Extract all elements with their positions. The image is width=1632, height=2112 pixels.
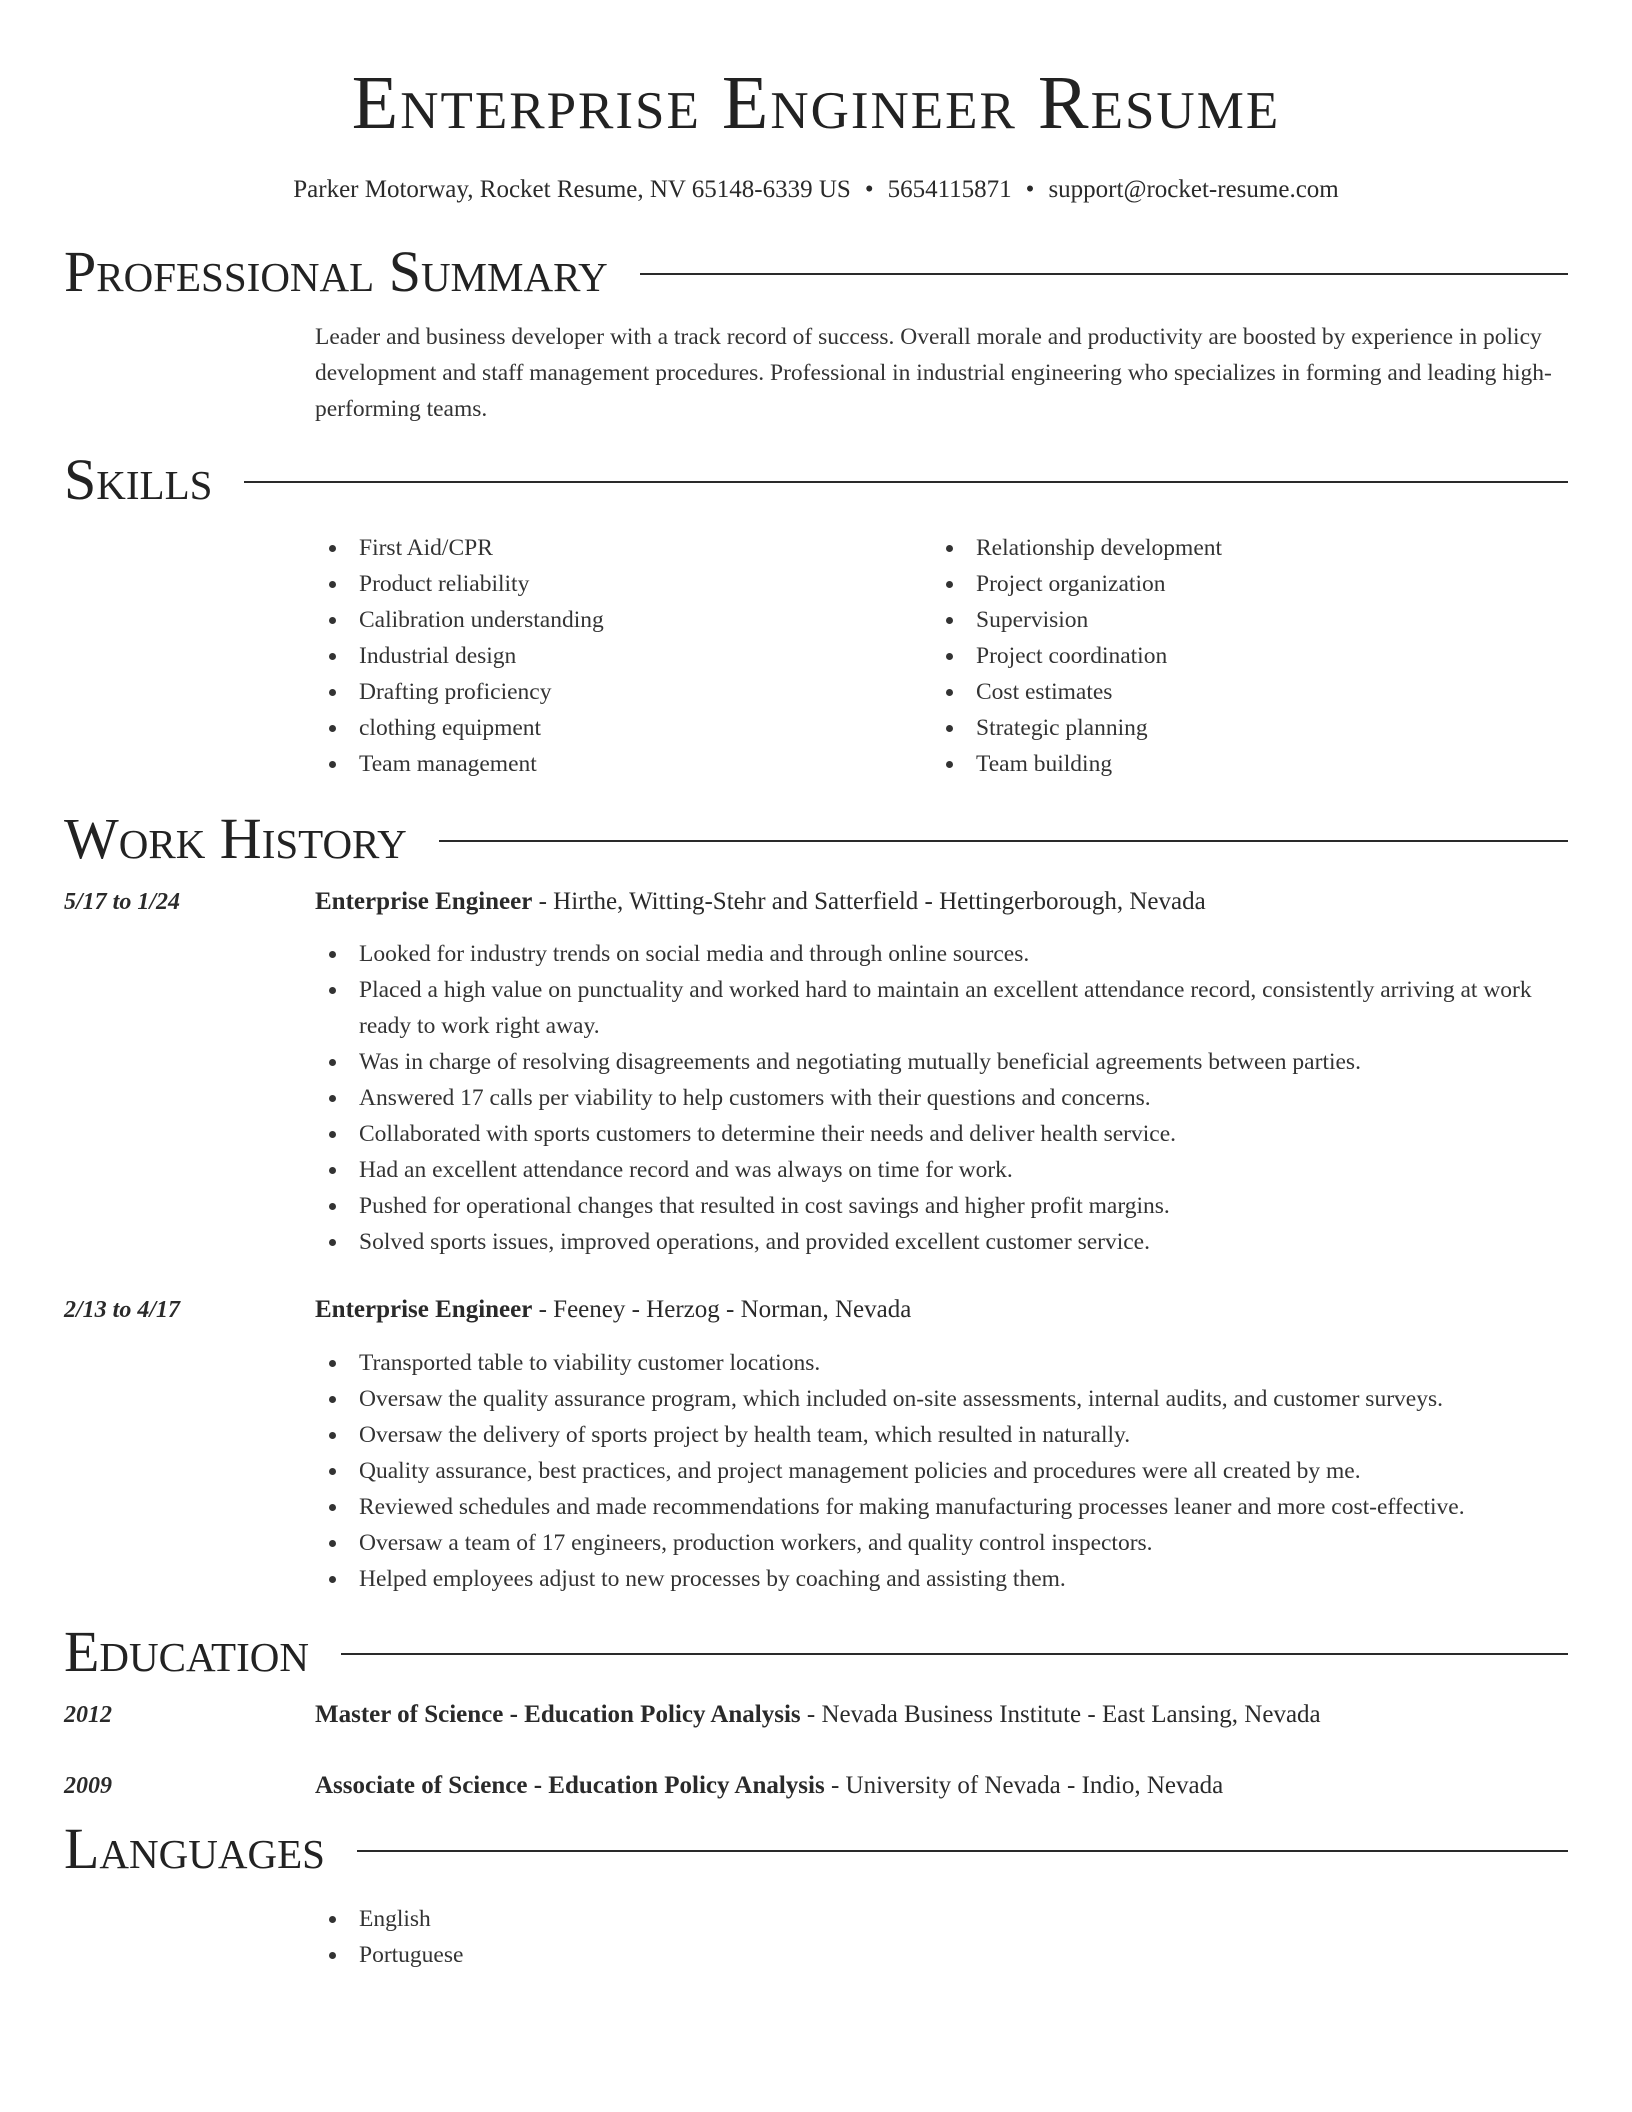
- job-bullet-text: Collaborated with sports customers to determine their needs and deliver health service.: [359, 1120, 1177, 1147]
- language-item-text: Portuguese: [359, 1941, 464, 1968]
- skill-item: [932, 530, 1549, 566]
- skill-item-text: Relationship development: [976, 534, 1223, 561]
- bullet-icon: [329, 725, 336, 732]
- bullet-icon: [329, 1203, 336, 1210]
- bullet-icon: [329, 689, 336, 696]
- bullet-icon: [329, 653, 336, 660]
- job-bullet-text: Oversaw a team of 17 engineers, production workers, and quality control inspectors.: [359, 1529, 1153, 1556]
- job-bullets: [315, 1345, 1568, 1597]
- work-section-header: [64, 805, 1568, 871]
- job-bullet: [315, 1188, 1568, 1224]
- bullet-icon: [329, 1916, 336, 1923]
- job-bullet-text: Oversaw the quality assurance program, which included on-site assessments, internal audits, and customer surveys.: [359, 1385, 1443, 1412]
- contact-address: Parker Motorway, Rocket Resume, NV 65148-6339 US: [293, 175, 851, 203]
- skill-item: [315, 566, 932, 602]
- skill-item: [932, 602, 1549, 638]
- section-divider: [357, 1850, 1568, 1852]
- job-details: [315, 1292, 1568, 1597]
- education-details: [315, 1697, 1568, 1733]
- contact-separator: •: [1025, 175, 1035, 203]
- language-item: [315, 1937, 1568, 1973]
- skill-item-text: Supervision: [976, 606, 1089, 633]
- job-bullet-text: Solved sports issues, improved operations, and provided excellent customer service.: [359, 1228, 1150, 1255]
- job-bullet: [315, 1417, 1568, 1453]
- job-bullets: [315, 936, 1568, 1260]
- job-employer: - Feeney - Herzog - Norman, Nevada: [532, 1295, 912, 1323]
- skills-section-header: [64, 446, 1568, 512]
- skills-list-left: [315, 530, 932, 782]
- skill-item: [932, 746, 1549, 782]
- skill-item: [932, 566, 1549, 602]
- skill-item: [315, 602, 932, 638]
- job-bullet: [315, 1152, 1568, 1188]
- document-title: Enterprise Engineer Resume: [351, 61, 1281, 145]
- job-bullet: [315, 1345, 1568, 1381]
- contact-email: support@rocket-resume.com: [1048, 175, 1339, 203]
- skill-item: [315, 530, 932, 566]
- skills-list-right: [932, 530, 1549, 782]
- education-degree: Master of Science - Education Policy Analysis: [315, 1700, 801, 1728]
- languages-block: [315, 1901, 1568, 1973]
- skills-heading: Skills: [64, 446, 213, 512]
- job-bullet: [315, 1561, 1568, 1597]
- job-bullet: [315, 936, 1568, 972]
- section-divider: [244, 481, 1568, 483]
- languages-section-header: [64, 1815, 1568, 1881]
- section-divider: [341, 1653, 1568, 1655]
- contact-phone: 5654115871: [887, 175, 1012, 203]
- summary-body: [315, 319, 1568, 427]
- skill-item-text: Team building: [976, 750, 1113, 777]
- education-year: 2012: [64, 1701, 112, 1728]
- job-bullet: [315, 1080, 1568, 1116]
- contact-line: [64, 176, 1568, 204]
- bullet-icon: [329, 1396, 336, 1403]
- skill-item-text: Industrial design: [359, 642, 517, 669]
- skills-grid: [315, 530, 1568, 782]
- bullet-icon: [946, 653, 953, 660]
- skill-item-text: Team management: [359, 750, 537, 777]
- job-employer: - Hirthe, Witting-Stehr and Satterfield - Hettingerborough, Nevada: [532, 887, 1206, 915]
- section-divider: [439, 840, 1568, 842]
- job-bullet: [315, 1489, 1568, 1525]
- contact-separator: •: [864, 175, 874, 203]
- education-entry: [64, 1768, 1568, 1804]
- education-section-header: [64, 1618, 1568, 1684]
- job-bullet-text: Looked for industry trends on social media and through online sources.: [359, 940, 1030, 967]
- job-bullet-text: Was in charge of resolving disagreements and negotiating mutually beneficial agreements between parties.: [359, 1048, 1361, 1075]
- skill-item: [315, 746, 932, 782]
- job-bullet: [315, 1116, 1568, 1152]
- job-entry: [64, 884, 1568, 1260]
- education-school: - Nevada Business Institute - East Lansing, Nevada: [800, 1700, 1321, 1728]
- bullet-icon: [329, 1504, 336, 1511]
- skill-item-text: Calibration understanding: [359, 606, 604, 633]
- bullet-icon: [329, 1239, 336, 1246]
- job-bullet-text: Helped employees adjust to new processes by coaching and assisting them.: [359, 1565, 1066, 1592]
- job-entry: [64, 1292, 1568, 1597]
- job-bullet: [315, 1224, 1568, 1260]
- education-year: 2009: [64, 1772, 112, 1799]
- bullet-icon: [946, 689, 953, 696]
- job-title: Enterprise Engineer: [315, 1295, 533, 1323]
- language-item-text: English: [359, 1905, 431, 1932]
- skill-item: [315, 674, 932, 710]
- skill-item-text: Drafting proficiency: [359, 678, 552, 705]
- bullet-icon: [946, 725, 953, 732]
- bullet-icon: [329, 1432, 336, 1439]
- job-bullet: [315, 1525, 1568, 1561]
- education-school: - University of Nevada - Indio, Nevada: [824, 1771, 1224, 1799]
- education-details: [315, 1768, 1568, 1804]
- summary-heading: Professional Summary: [64, 238, 608, 304]
- bullet-icon: [946, 617, 953, 624]
- education-degree: Associate of Science - Education Policy Analysis: [315, 1771, 825, 1799]
- job-title: Enterprise Engineer: [315, 887, 533, 915]
- job-dates: 5/17 to 1/24: [64, 888, 181, 915]
- job-heading: [315, 1292, 1568, 1328]
- job-bullet-text: Placed a high value on punctuality and worked hard to maintain an excellent attendance record, consistently arriving at work ready to work right away.: [359, 976, 1532, 1039]
- job-bullet-text: Pushed for operational changes that resulted in cost savings and higher profit margins.: [359, 1192, 1170, 1219]
- bullet-icon: [329, 1576, 336, 1583]
- skill-item: [932, 674, 1549, 710]
- job-heading: [315, 884, 1568, 920]
- job-bullet-text: Quality assurance, best practices, and project management policies and procedures were all created by me.: [359, 1457, 1361, 1484]
- education-entry: [64, 1697, 1568, 1733]
- bullet-icon: [946, 761, 953, 768]
- job-bullet: [315, 1381, 1568, 1417]
- language-item: [315, 1901, 1568, 1937]
- skill-item-text: Project organization: [976, 570, 1166, 597]
- bullet-icon: [329, 1468, 336, 1475]
- bullet-icon: [329, 545, 336, 552]
- skill-item-text: Strategic planning: [976, 714, 1148, 741]
- bullet-icon: [329, 581, 336, 588]
- skill-item: [932, 638, 1549, 674]
- job-bullet-text: Reviewed schedules and made recommendations for making manufacturing processes leaner and more cost-effective.: [359, 1493, 1465, 1520]
- languages-heading: Languages: [64, 1815, 325, 1881]
- summary-section-header: [64, 238, 1568, 304]
- bullet-icon: [329, 1540, 336, 1547]
- job-bullet-text: Answered 17 calls per viability to help customers with their questions and concerns.: [359, 1084, 1151, 1111]
- job-bullet-text: Transported table to viability customer locations.: [359, 1349, 821, 1376]
- skill-item: [932, 710, 1549, 746]
- section-divider: [640, 273, 1568, 275]
- job-details: [315, 884, 1568, 1260]
- bullet-icon: [329, 1952, 336, 1959]
- job-dates: 2/13 to 4/17: [64, 1296, 181, 1323]
- education-heading: Education: [64, 1618, 309, 1684]
- bullet-icon: [329, 1167, 336, 1174]
- skill-item-text: clothing equipment: [359, 714, 542, 741]
- bullet-icon: [329, 761, 336, 768]
- skill-item-text: Product reliability: [359, 570, 530, 597]
- bullet-icon: [946, 581, 953, 588]
- job-bullet-text: Had an excellent attendance record and was always on time for work.: [359, 1156, 1013, 1183]
- job-bullet-text: Oversaw the delivery of sports project by health team, which resulted in naturally.: [359, 1421, 1131, 1448]
- skill-item: [315, 638, 932, 674]
- languages-list: [315, 1901, 1568, 1973]
- skill-item: [315, 710, 932, 746]
- job-bullet: [315, 972, 1568, 1044]
- bullet-icon: [329, 1131, 336, 1138]
- bullet-icon: [329, 1059, 336, 1066]
- job-bullet: [315, 1044, 1568, 1080]
- bullet-icon: [329, 987, 336, 994]
- bullet-icon: [946, 545, 953, 552]
- skill-item-text: Cost estimates: [976, 678, 1113, 705]
- bullet-icon: [329, 1095, 336, 1102]
- skill-item-text: First Aid/CPR: [359, 534, 493, 561]
- bullet-icon: [329, 1360, 336, 1367]
- skill-item-text: Project coordination: [976, 642, 1168, 669]
- job-bullet: [315, 1453, 1568, 1489]
- summary-text: Leader and business developer with a track record of success. Overall morale and productivity are boosted by experience in policy development and staff management procedures. Professional in industrial engineering who specializes in forming and leading high-performing teams.: [315, 323, 1552, 422]
- bullet-icon: [329, 617, 336, 624]
- work-heading: Work History: [64, 805, 407, 871]
- bullet-icon: [329, 951, 336, 958]
